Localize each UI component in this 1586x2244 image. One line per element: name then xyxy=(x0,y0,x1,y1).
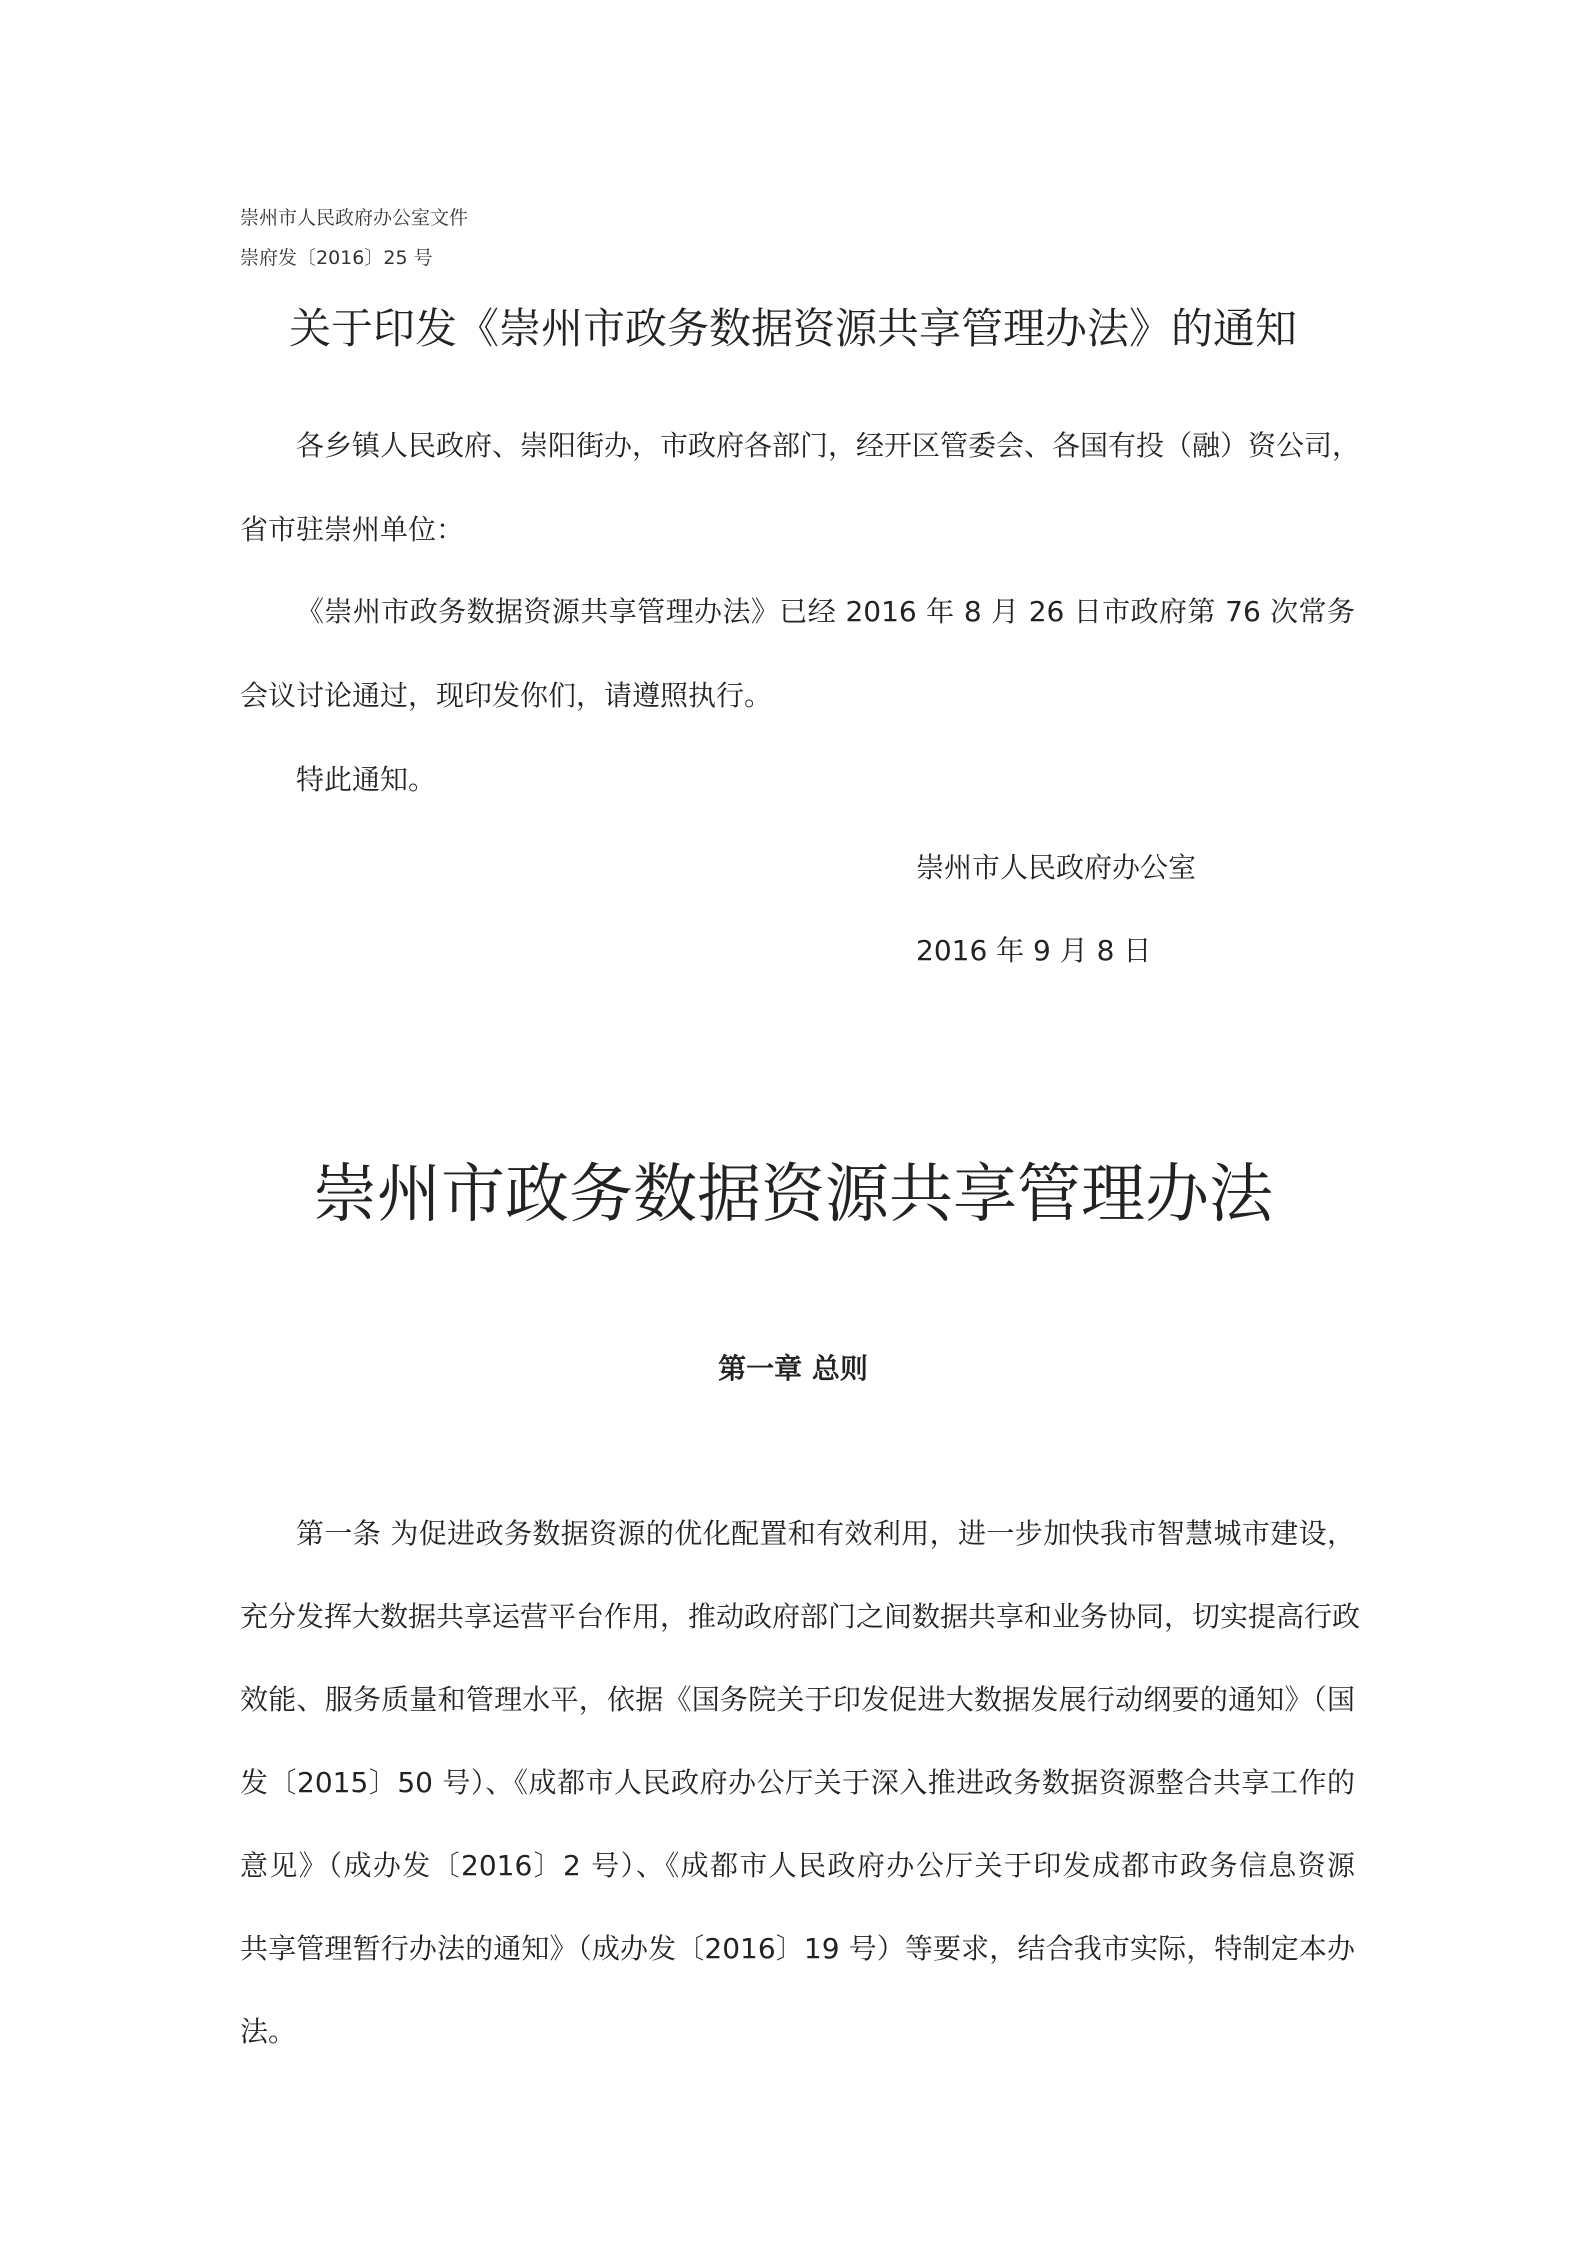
article-line: 效能、服务质量和管理水平，依据《国务院关于印发促进大数据发展行动纲要的通知》（国 xyxy=(240,1683,1355,1716)
notice-line: 《崇州市政务数据资源共享管理办法》已经 2016 年 8 月 26 日市政府第 76 次常务 xyxy=(296,595,1355,628)
regulation-title: 崇州市政务数据资源共享管理办法 xyxy=(313,1158,1273,1232)
notice-line: 会议讨论通过，现印发你们，请遵照执行。 xyxy=(240,679,773,712)
notice-line: 省市驻崇州单位： xyxy=(240,513,465,546)
chapter-heading: 第一章 总则 xyxy=(718,1352,868,1385)
article-line: 第一条 为促进政务数据资源的优化配置和有效利用，进一步加快我市智慧城市建设， xyxy=(296,1517,1355,1550)
article-line: 充分发挥大数据共享运营平台作用，推动政府部门之间数据共享和业务协同，切实提高行政 xyxy=(240,1600,1361,1633)
notice-line: 各乡镇人民政府、崇阳街办，市政府各部门，经开区管委会、各国有投（融）资公司， xyxy=(296,429,1361,462)
issuer-header: 崇州市人民政府办公室文件 xyxy=(240,207,469,229)
article-line: 发〔2015〕50 号）、《成都市人民政府办公厅关于深入推进政务数据资源整合共享工作的 xyxy=(240,1766,1355,1799)
signature: 崇州市人民政府办公室 xyxy=(916,851,1197,884)
article-line: 共享管理暂行办法的通知》（成办发〔2016〕19 号）等要求，结合我市实际，特制定本办 xyxy=(240,1932,1355,1965)
notice-title: 关于印发《崇州市政务数据资源共享管理办法》的通知 xyxy=(288,304,1297,353)
notice-line: 特此通知。 xyxy=(296,763,437,796)
article-line: 法。 xyxy=(240,2015,297,2048)
article-line: 意见》（成办发〔2016〕2 号）、《成都市人民政府办公厅关于印发成都市政务信息资源 xyxy=(240,1849,1355,1882)
document-number: 崇府发〔2016〕25 号 xyxy=(240,247,433,269)
signature-date: 2016 年 9 月 8 日 xyxy=(916,934,1152,967)
